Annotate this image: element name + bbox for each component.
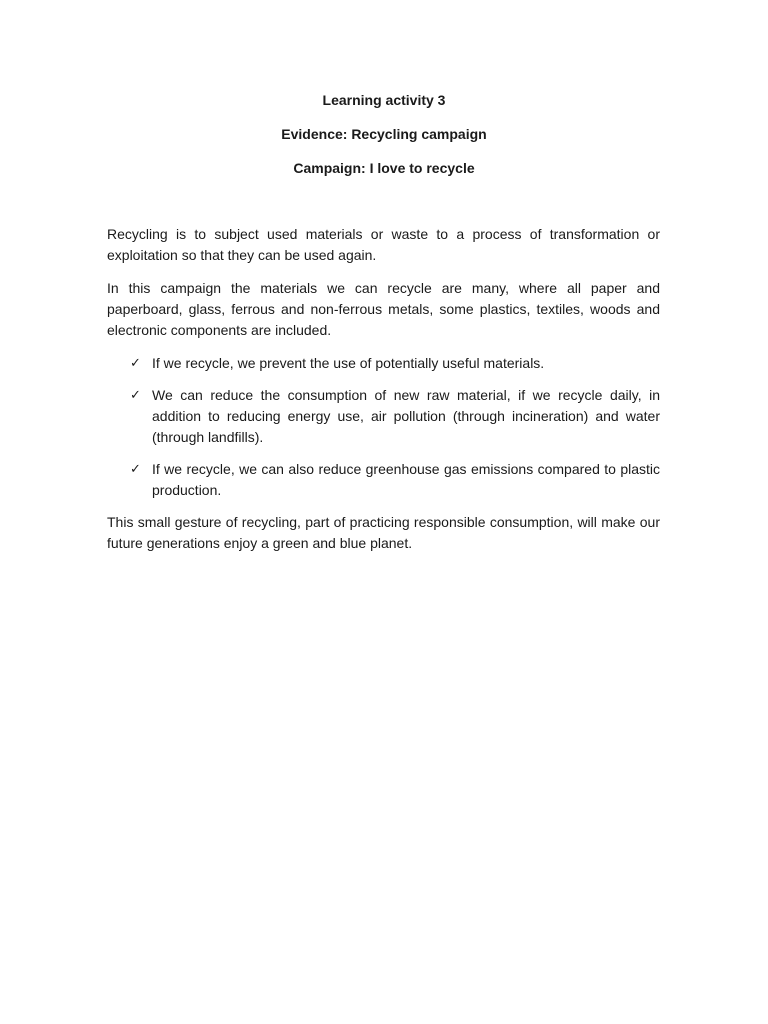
evidence-title: Evidence: Recycling campaign	[281, 126, 487, 142]
list-item	[107, 385, 660, 448]
list-item-text: If we recycle, we prevent the use of potentially useful materials.	[152, 355, 545, 371]
closing-paragraph: This small gesture of recycling, part of practicing responsible consumption, will make our future generations enjoy a green and blue planet.	[107, 514, 660, 551]
activity-title: Learning activity 3	[322, 92, 446, 108]
list-item	[107, 459, 660, 501]
check-icon: ✓	[130, 462, 141, 477]
list-item-text: If we recycle, we can also reduce greenhouse gas emissions compared to plastic production.	[152, 461, 660, 498]
document-body	[107, 224, 660, 566]
list-item	[107, 353, 660, 374]
intro-paragraph-1: Recycling is to subject used materials or waste to a process of transformation or exploitation so that they can be used again.	[107, 226, 660, 263]
list-item-text: We can reduce the consumption of new raw material, if we recycle daily, in addition to reducing energy use, air pollution (through incineration) and water (through landfills).	[152, 387, 660, 445]
campaign-title: Campaign: I love to recycle	[293, 160, 475, 176]
benefits-checklist	[107, 353, 660, 501]
check-icon: ✓	[130, 388, 141, 403]
check-icon: ✓	[130, 356, 141, 371]
intro-paragraph-2: In this campaign the materials we can recycle are many, where all paper and paperboard, glass, ferrous and non-ferrous metals, some plastics, textiles, woods and electronic components are included.	[107, 280, 660, 338]
heading-block	[0, 90, 768, 192]
